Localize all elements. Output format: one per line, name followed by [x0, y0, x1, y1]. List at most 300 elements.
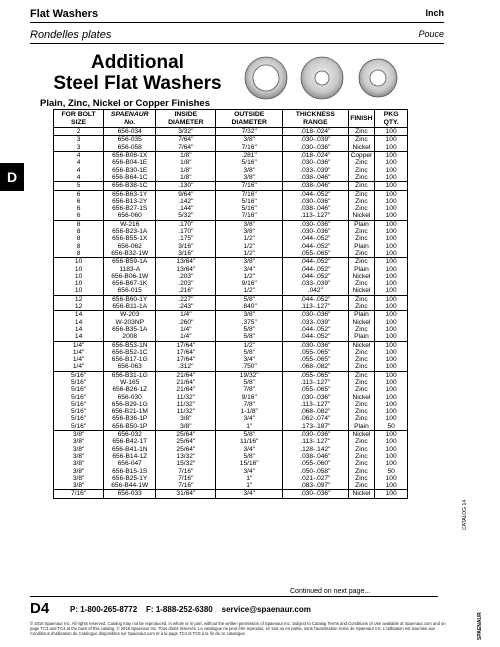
cell-fin: Nickel	[348, 431, 375, 439]
cell-no: 656-B21-1M	[104, 408, 156, 415]
cell-bolt: 6	[54, 198, 104, 205]
table-row	[54, 128, 408, 136]
cell-od: 7/8"	[216, 401, 283, 408]
cell-fin: Zinc	[348, 326, 375, 333]
cell-id: .175"	[156, 235, 216, 242]
cell-th: .033-.039"	[283, 280, 349, 287]
table-row	[54, 152, 408, 160]
table-row	[54, 415, 408, 422]
table-row	[54, 136, 408, 144]
cell-th: .062-.074"	[283, 415, 349, 422]
cell-th: .055-.065"	[283, 371, 349, 379]
cell-qty: 100	[375, 144, 408, 152]
cell-id: 13/32"	[156, 453, 216, 460]
cell-od: 1"	[216, 423, 283, 431]
email-link[interactable]: service@spaenaur.com	[221, 605, 311, 614]
cell-fin: Plain	[348, 243, 375, 250]
table-header-row	[54, 110, 408, 128]
table-row	[54, 333, 408, 341]
washers-illustration	[240, 56, 400, 100]
table-row	[54, 235, 408, 242]
cell-no: 656-030	[104, 394, 156, 401]
cell-bolt: 10	[54, 287, 104, 295]
cell-fin: Zinc	[348, 182, 375, 190]
cell-bolt: 10	[54, 280, 104, 287]
cell-fin: Nickel	[348, 273, 375, 280]
cell-th: .044-.052"	[283, 235, 349, 242]
cell-bolt: 5/16"	[54, 379, 104, 386]
cell-od: 5/8"	[216, 431, 283, 439]
cell-qty: 100	[375, 182, 408, 190]
contact-line	[70, 605, 311, 614]
cell-id: .203"	[156, 273, 216, 280]
cell-no: 656-B30-1E	[104, 167, 156, 174]
header-title: Flat Washers	[30, 8, 99, 20]
cell-id: .170"	[156, 228, 216, 235]
cell-id: 7/16"	[156, 482, 216, 490]
continued-note: Continued on next page...	[290, 588, 371, 595]
cell-fin: Nickel	[348, 144, 375, 152]
cell-fin: Zinc	[348, 460, 375, 467]
cell-th: .044-.052"	[283, 273, 349, 280]
cell-bolt: 3/8"	[54, 468, 104, 475]
cell-od: .375"	[216, 319, 283, 326]
column-header-od: OUTSIDE DIAMETER	[216, 110, 283, 128]
cell-qty: 100	[375, 128, 408, 136]
cell-od: 1/2"	[216, 243, 283, 250]
cell-bolt: 4	[54, 174, 104, 182]
cell-od: 1/2"	[216, 273, 283, 280]
cell-fin: Zinc	[348, 446, 375, 453]
cell-th: .113-.127"	[283, 303, 349, 311]
cell-qty: 100	[375, 379, 408, 386]
cell-no: 656-015	[104, 287, 156, 295]
cell-bolt: 3/8"	[54, 438, 104, 445]
cell-qty: 100	[375, 205, 408, 212]
cell-bolt: 10	[54, 273, 104, 280]
table-row	[54, 174, 408, 182]
table-row	[54, 258, 408, 266]
cell-qty: 100	[375, 159, 408, 166]
cell-fin: Zinc	[348, 235, 375, 242]
cell-qty: 100	[375, 280, 408, 287]
cell-od: 5/16"	[216, 205, 283, 212]
cell-no: 656-032	[104, 431, 156, 439]
cell-th: .128-.142"	[283, 446, 349, 453]
cell-id: 9/64"	[156, 190, 216, 198]
cell-od: 5/8"	[216, 295, 283, 303]
cell-bolt: 3/8"	[54, 475, 104, 482]
cell-qty: 100	[375, 295, 408, 303]
cell-qty: 100	[375, 311, 408, 319]
table-row	[54, 363, 408, 371]
cell-qty: 100	[375, 333, 408, 341]
cell-bolt: 5/16"	[54, 415, 104, 422]
cell-od: 3/8"	[216, 136, 283, 144]
cell-od: 3/4"	[216, 266, 283, 273]
header-unit: Inch	[425, 8, 444, 18]
cell-bolt: 8	[54, 228, 104, 235]
header-unit-fr: Pouce	[418, 29, 444, 39]
cell-fin: Plain	[348, 266, 375, 273]
cell-fin: Zinc	[348, 280, 375, 287]
cell-od: 7/16"	[216, 144, 283, 152]
cell-id: 3/8"	[156, 415, 216, 422]
table-row	[54, 190, 408, 198]
cell-od: .281"	[216, 152, 283, 160]
cell-id: 17/64"	[156, 356, 216, 363]
cell-no: 2008	[104, 333, 156, 341]
cell-qty: 100	[375, 250, 408, 258]
cell-bolt: 4	[54, 167, 104, 174]
cell-qty: 100	[375, 198, 408, 205]
cell-bolt: 3/8"	[54, 482, 104, 490]
cell-th: .113-.127"	[283, 212, 349, 220]
cell-qty: 100	[375, 408, 408, 415]
cell-id: 25/64"	[156, 438, 216, 445]
cell-od: 5/8"	[216, 349, 283, 356]
cell-th: .044-.052"	[283, 333, 349, 341]
cell-no: 656-B60-1Y	[104, 295, 156, 303]
cell-qty: 100	[375, 303, 408, 311]
cell-th: .030-.039"	[283, 136, 349, 144]
cell-id: .170"	[156, 220, 216, 228]
cell-od: 15/16"	[216, 460, 283, 467]
section-tab: D	[0, 163, 24, 191]
cell-no: 656-B29-1G	[104, 401, 156, 408]
cell-id: 25/64"	[156, 431, 216, 439]
table-row	[54, 159, 408, 166]
cell-fin: Zinc	[348, 128, 375, 136]
table-row	[54, 303, 408, 311]
cell-qty: 100	[375, 482, 408, 490]
cell-id: 1/8"	[156, 167, 216, 174]
cell-id: 25/64"	[156, 446, 216, 453]
cell-fin: Zinc	[348, 356, 375, 363]
cell-bolt: 5/16"	[54, 408, 104, 415]
cell-bolt: 3/8"	[54, 431, 104, 439]
cell-qty: 100	[375, 401, 408, 408]
cell-od: 1/2"	[216, 341, 283, 349]
cell-qty: 100	[375, 475, 408, 482]
cell-th: .113-.127"	[283, 438, 349, 445]
cell-fin: Zinc	[348, 408, 375, 415]
table-row	[54, 468, 408, 475]
table-row	[54, 198, 408, 205]
cell-bolt: 3	[54, 136, 104, 144]
cell-no: 656-033	[104, 490, 156, 498]
cell-qty: 100	[375, 174, 408, 182]
cell-no: W-216	[104, 220, 156, 228]
washer-large-icon	[245, 57, 287, 99]
cell-qty: 100	[375, 326, 408, 333]
cell-bolt: 12	[54, 295, 104, 303]
cell-id: 1/8"	[156, 174, 216, 182]
cell-bolt: 3/8"	[54, 446, 104, 453]
cell-od: 7/16"	[216, 212, 283, 220]
cell-fin: Nickel	[348, 212, 375, 220]
cell-id: 17/64"	[156, 349, 216, 356]
cell-th: .083-.097"	[283, 482, 349, 490]
cell-no: 656-035	[104, 136, 156, 144]
cell-od: 5/16"	[216, 159, 283, 166]
cell-bolt: 4	[54, 152, 104, 160]
cell-id: 1/4"	[156, 333, 216, 341]
cell-od: 7/32"	[216, 128, 283, 136]
table-row	[54, 250, 408, 258]
cell-qty: 100	[375, 228, 408, 235]
cell-no: 656-047	[104, 460, 156, 467]
table-row	[54, 446, 408, 453]
cell-no: 656-B53-1N	[104, 341, 156, 349]
cell-fin: Zinc	[348, 167, 375, 174]
cell-bolt: 5/16"	[54, 394, 104, 401]
cell-th: .030-.036"	[283, 341, 349, 349]
cell-qty: 100	[375, 258, 408, 266]
cell-fin: Zinc	[348, 371, 375, 379]
cell-qty: 50	[375, 423, 408, 431]
page-number: D4	[30, 600, 50, 617]
table-row	[54, 401, 408, 408]
cell-id: 3/8"	[156, 423, 216, 431]
cell-od: 1"	[216, 475, 283, 482]
cell-fin: Zinc	[348, 475, 375, 482]
column-header-th: THICKNESS RANGE	[283, 110, 349, 128]
cell-no: 656-B26-1Z	[104, 386, 156, 393]
cell-qty: 100	[375, 273, 408, 280]
cell-no: 656-063	[104, 363, 156, 371]
cell-bolt: 6	[54, 205, 104, 212]
cell-id: 13/64"	[156, 258, 216, 266]
cell-fin: Zinc	[348, 136, 375, 144]
cell-qty: 100	[375, 371, 408, 379]
cell-od: 3/4"	[216, 490, 283, 498]
cell-fin: Zinc	[348, 228, 375, 235]
cell-th: .044-.052"	[283, 326, 349, 333]
cell-no: 656-060	[104, 212, 156, 220]
table-row	[54, 167, 408, 174]
cell-no: 656-B44-1W	[104, 482, 156, 490]
cell-id: 31/64"	[156, 490, 216, 498]
cell-th: .038-.046"	[283, 205, 349, 212]
cell-od: 5/16"	[216, 198, 283, 205]
cell-bolt: 5	[54, 182, 104, 190]
cell-od: 5/8"	[216, 326, 283, 333]
cell-qty: 100	[375, 266, 408, 273]
cell-th: .033-.039"	[283, 167, 349, 174]
cell-id: .144"	[156, 205, 216, 212]
cell-fin: Zinc	[348, 379, 375, 386]
title-line-1: Additional	[91, 52, 184, 73]
page-title	[40, 52, 235, 109]
cell-id: 21/64"	[156, 371, 216, 379]
cell-th: .030-.036"	[283, 159, 349, 166]
cell-bolt: 12	[54, 303, 104, 311]
cell-id: 1/8"	[156, 159, 216, 166]
washer-small-icon	[359, 59, 397, 97]
cell-th: .018-.024"	[283, 152, 349, 160]
cell-qty: 100	[375, 438, 408, 445]
cell-th: .055-.065"	[283, 356, 349, 363]
cell-th: .055-.065"	[283, 386, 349, 393]
cell-od: 3/8"	[216, 174, 283, 182]
cell-no: 656-B08-1X	[104, 152, 156, 160]
cell-id: .243"	[156, 303, 216, 311]
cell-bolt: 5/16"	[54, 386, 104, 393]
table-row	[54, 386, 408, 393]
cell-bolt: 14	[54, 326, 104, 333]
cell-th: .030-.036"	[283, 220, 349, 228]
cell-fin: Zinc	[348, 349, 375, 356]
cell-bolt: 4	[54, 159, 104, 166]
cell-fin: Zinc	[348, 482, 375, 490]
cell-bolt: 6	[54, 212, 104, 220]
cell-fin: Zinc	[348, 190, 375, 198]
cell-bolt: 1/4"	[54, 349, 104, 356]
cell-bolt: 14	[54, 333, 104, 341]
cell-bolt: 10	[54, 258, 104, 266]
table-row	[54, 280, 408, 287]
cell-qty: 100	[375, 453, 408, 460]
cell-id: .130"	[156, 182, 216, 190]
cell-od: 3/8"	[216, 311, 283, 319]
cell-fin: Zinc	[348, 468, 375, 475]
cell-th: .044-.052"	[283, 295, 349, 303]
cell-qty: 100	[375, 394, 408, 401]
cell-fin: Nickel	[348, 394, 375, 401]
cell-qty: 50	[375, 468, 408, 475]
cell-qty: 100	[375, 446, 408, 453]
cell-no: W-165	[104, 379, 156, 386]
cell-fin: Zinc	[348, 159, 375, 166]
cell-id: .260"	[156, 319, 216, 326]
cell-od: 7/16"	[216, 190, 283, 198]
table-row	[54, 490, 408, 498]
cell-od: 5/8"	[216, 333, 283, 341]
cell-id: .312"	[156, 363, 216, 371]
cell-id: 21/64"	[156, 386, 216, 393]
cell-qty: 100	[375, 431, 408, 439]
cell-fin: Nickel	[348, 287, 375, 295]
cell-bolt: 8	[54, 235, 104, 242]
column-header-id: INSIDE DIAMETER	[156, 110, 216, 128]
washer-table	[53, 109, 408, 499]
cell-fin: Zinc	[348, 295, 375, 303]
cell-no: 656-B67-1K	[104, 280, 156, 287]
cell-qty: 100	[375, 356, 408, 363]
cell-no: 656-B31-1G	[104, 371, 156, 379]
cell-fin: Plain	[348, 333, 375, 341]
cell-no: 656-B14-1Z	[104, 453, 156, 460]
cell-od: 9/16"	[216, 280, 283, 287]
cell-bolt: 3/8"	[54, 460, 104, 467]
cell-bolt: 3	[54, 144, 104, 152]
cell-th: .030-.036"	[283, 198, 349, 205]
cell-fin: Plain	[348, 423, 375, 431]
cell-fin: Zinc	[348, 258, 375, 266]
side-brand: SPAENAUR	[477, 612, 483, 640]
cell-id: 17/64"	[156, 341, 216, 349]
table-row	[54, 341, 408, 349]
cell-od: 11/16"	[216, 438, 283, 445]
cell-bolt: 8	[54, 243, 104, 250]
cell-qty: 100	[375, 386, 408, 393]
cell-no: 656-B11-1A	[104, 303, 156, 311]
table-row	[54, 379, 408, 386]
cell-od: 1-1/8"	[216, 408, 283, 415]
cell-th: .030-.036"	[283, 144, 349, 152]
cell-no: 656-B25-1Y	[104, 475, 156, 482]
cell-qty: 100	[375, 363, 408, 371]
cell-no: 656-B55-1X	[104, 235, 156, 242]
cell-id: 13/64"	[156, 266, 216, 273]
cell-qty: 100	[375, 212, 408, 220]
cell-od: 3/4"	[216, 468, 283, 475]
cell-id: 7/64"	[156, 136, 216, 144]
cell-no: 656-B64-1C	[104, 174, 156, 182]
column-header-bolt: FOR BOLT SIZE	[54, 110, 104, 128]
cell-qty: 100	[375, 319, 408, 326]
washer-medium-icon	[301, 57, 343, 99]
cell-fin: Zinc	[348, 303, 375, 311]
cell-fin: Nickel	[348, 319, 375, 326]
cell-id: 3/16"	[156, 243, 216, 250]
cell-od: 3/8"	[216, 167, 283, 174]
phone: P: 1-800-265-8772	[70, 605, 138, 614]
cell-qty: 100	[375, 490, 408, 498]
cell-od: 3/4"	[216, 415, 283, 422]
cell-qty: 100	[375, 341, 408, 349]
cell-qty: 100	[375, 167, 408, 174]
cell-no: 656-B36-1P	[104, 415, 156, 422]
table-row	[54, 205, 408, 212]
cell-fin: Zinc	[348, 401, 375, 408]
cell-fin: Zinc	[348, 363, 375, 371]
cell-no: 656-B41-1N	[104, 446, 156, 453]
cell-od: .750"	[216, 363, 283, 371]
cell-id: 1/8"	[156, 152, 216, 160]
table-row	[54, 326, 408, 333]
cell-od: 3/4"	[216, 446, 283, 453]
cell-fin: Zinc	[348, 174, 375, 182]
cell-id: .142"	[156, 198, 216, 205]
cell-no: 656-B06-1W	[104, 273, 156, 280]
header-english	[30, 6, 444, 23]
cell-od: 1/2"	[216, 287, 283, 295]
cell-no: 656-B50-1P	[104, 423, 156, 431]
cell-th: .055-.065"	[283, 349, 349, 356]
cell-id: 1/4"	[156, 326, 216, 333]
cell-od: 9/16"	[216, 394, 283, 401]
cell-th: .173-.187"	[283, 423, 349, 431]
table-row	[54, 460, 408, 467]
cell-od: 7/16"	[216, 182, 283, 190]
cell-th: .113-.127"	[283, 401, 349, 408]
cell-no: 656-B32-1W	[104, 250, 156, 258]
cell-id: 7/16"	[156, 475, 216, 482]
table-row	[54, 182, 408, 190]
cell-id: 11/32"	[156, 408, 216, 415]
cell-bolt: 10	[54, 266, 104, 273]
table-row	[54, 287, 408, 295]
cell-no: 656-B52-1C	[104, 349, 156, 356]
cell-od: 1"	[216, 482, 283, 490]
cell-th: .018-.024"	[283, 128, 349, 136]
cell-th: .038-.046"	[283, 182, 349, 190]
cell-od: 1/2"	[216, 235, 283, 242]
cell-th: .044-.052"	[283, 258, 349, 266]
table-row	[54, 394, 408, 401]
